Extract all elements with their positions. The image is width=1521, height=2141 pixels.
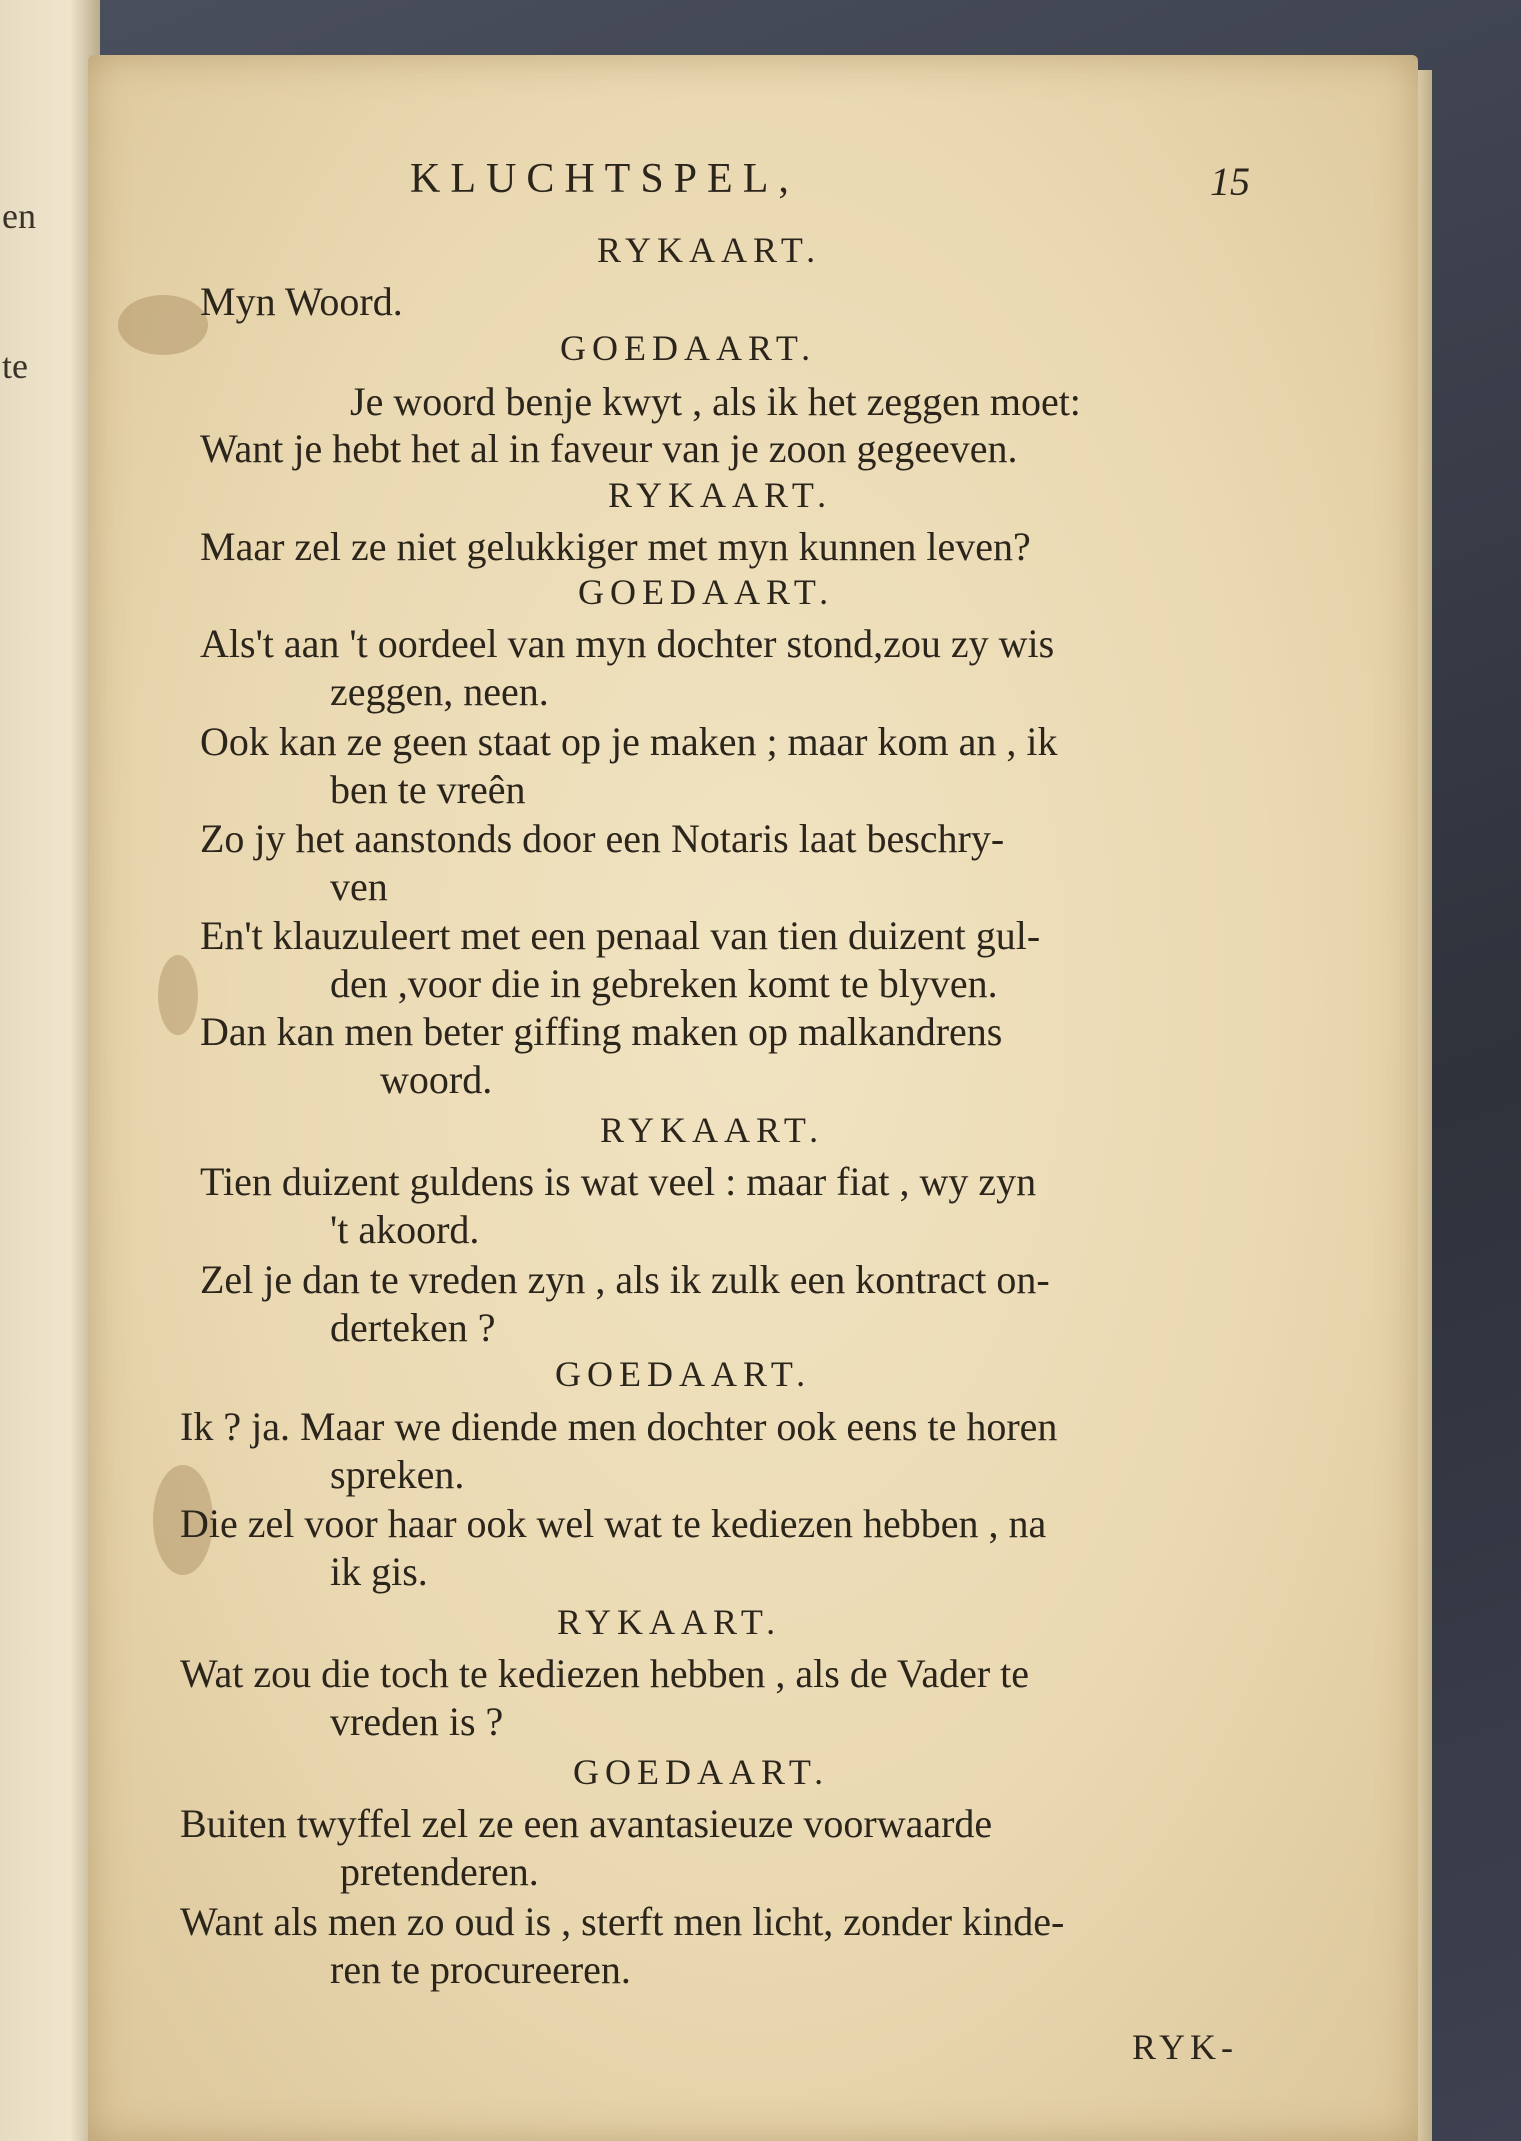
- verse-line: Tien duizent guldens is wat veel : maar fiat , wy zyn: [200, 1159, 1037, 1204]
- verse-line: Want als men zo oud is , sterft men licht, zonder kinde-: [180, 1899, 1065, 1944]
- verse-line: derteken ?: [330, 1305, 496, 1350]
- speaker-name: GOEDAART.: [560, 328, 817, 368]
- verse-line: spreken.: [330, 1452, 465, 1497]
- verse-line: woord.: [380, 1057, 493, 1102]
- verse-line: Maar zel ze niet gelukkiger met myn kunnen leven?: [200, 524, 1031, 569]
- verse-line: vreden is ?: [330, 1699, 504, 1744]
- verse-line: En't klauzuleert met een penaal van tien duizent gul-: [200, 913, 1041, 958]
- speaker-name: GOEDAART.: [555, 1354, 812, 1394]
- speaker-name: GOEDAART.: [573, 1752, 830, 1792]
- verse-line: ben te vreên: [330, 767, 526, 812]
- verse-line: Als't aan 't oordeel van myn dochter stond,zou zy wis: [200, 621, 1055, 666]
- running-title: KLUCHTSPEL,: [410, 156, 799, 202]
- verse-line: Myn Woord.: [200, 279, 403, 324]
- left-page: [0, 0, 100, 2141]
- page-edge: [1418, 70, 1432, 2141]
- verse-line: den ,voor die in gebreken komt te blyven.: [330, 961, 998, 1006]
- verse-line: pretenderen.: [340, 1849, 539, 1894]
- speaker-name: RYKAART.: [600, 1110, 825, 1150]
- speaker-name: RYKAART.: [597, 230, 822, 270]
- verse-line: Want je hebt het al in faveur van je zoon gegeeven.: [200, 426, 1018, 471]
- verse-line: 't akoord.: [330, 1207, 480, 1252]
- stain: [158, 955, 198, 1035]
- verse-line: Buiten twyffel zel ze een avantasieuze voorwaarde: [180, 1801, 993, 1846]
- speaker-name: RYKAART.: [557, 1602, 782, 1642]
- verse-line: ik gis.: [330, 1549, 428, 1594]
- verse-line: ren te procureeren.: [330, 1947, 631, 1992]
- page-number: 15: [1210, 159, 1250, 204]
- speaker-name: GOEDAART.: [578, 572, 835, 612]
- verse-line: Zel je dan te vreden zyn , als ik zulk een kontract on-: [200, 1257, 1050, 1302]
- verse-line: zeggen, neen.: [330, 669, 549, 714]
- verse-line: Wat zou die toch te kediezen hebben , als de Vader te: [180, 1651, 1030, 1696]
- verse-line: ven: [330, 864, 388, 909]
- verse-line: Zo jy het aanstonds door een Notaris laat beschry-: [200, 816, 1005, 861]
- verse-line: Ook kan ze geen staat op je maken ; maar kom an , ik: [200, 719, 1058, 764]
- left-page-fragment: te: [2, 346, 28, 386]
- verse-line: Dan kan men beter giffing maken op malkandrens: [200, 1009, 1003, 1054]
- stain: [118, 295, 208, 355]
- verse-line: Ik ? ja. Maar we diende men dochter ook eens te horen: [180, 1404, 1058, 1449]
- speaker-name: RYKAART.: [608, 475, 833, 515]
- left-page-fragment: en: [2, 196, 36, 236]
- catchword: RYK-: [1132, 2027, 1239, 2067]
- verse-line: Die zel voor haar ook wel wat te kediezen hebben , na: [180, 1501, 1047, 1546]
- verse-line: Je woord benje kwyt , als ik het zeggen moet:: [350, 379, 1081, 424]
